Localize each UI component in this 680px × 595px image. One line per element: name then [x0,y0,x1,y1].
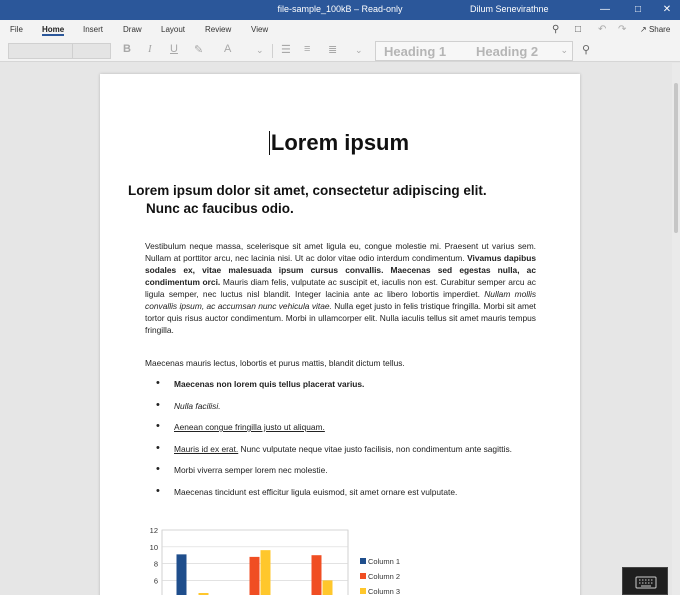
keyboard-icon[interactable] [622,567,668,595]
keyboard-glyph [623,568,669,595]
document-page[interactable] [100,74,580,595]
p1-text-3: Nulla eget justo in felis tristique fringilla. Morbi sit amet tortor quis risus auctor condimentum. Morbi in ullamcorper elit. Nulla iaculis tellus sit amet mauris tempus fringilla. [145,301,537,335]
undo-icon[interactable]: ↶ [598,24,607,35]
style-heading-1[interactable]: Heading 1 [384,44,447,59]
scroll-thumb[interactable] [674,83,678,233]
list-item[interactable] [156,487,536,498]
chevron-down-icon[interactable]: ⌄ [355,45,363,55]
find-icon[interactable]: ⚲ [582,44,591,56]
bullets-icon[interactable]: ☰ [281,44,291,56]
heading-2[interactable] [128,182,558,218]
title-bar [0,0,680,20]
font-color-icon[interactable]: A [224,43,232,55]
legend-label: Column 3 [368,587,401,595]
comment-icon[interactable]: □ [575,24,582,35]
tab-insert[interactable]: Insert [83,25,104,34]
chart-bar [177,554,187,595]
legend-swatch [360,573,366,579]
document-title[interactable]: Lorem ipsum [270,130,410,155]
font-selector[interactable] [8,43,111,59]
list-item[interactable] [156,422,536,433]
list-item-text: Nunc vulputate neque vitae justo facilisis, non condimentum ante sagittis. [238,443,512,454]
chart-bar [261,550,271,595]
list-item[interactable] [156,444,536,455]
y-tick-label: 6 [153,576,158,586]
chart-bar [312,555,322,595]
paragraph-2[interactable]: Maecenas mauris lectus, lobortis et purus mattis, blandit dictum tellus. [145,358,405,368]
list-item-text: Maecenas tincidunt est efficitur ligula euismod, sit amet ornare est vulputate. [174,486,458,497]
list-item[interactable] [156,465,536,476]
align-icon[interactable]: ≣ [328,44,338,56]
tab-view[interactable]: View [251,25,269,34]
active-tab-indicator [42,34,64,36]
y-tick-label: 10 [149,542,158,552]
chart-bar [250,557,260,595]
p1-italic: Nullam mollis convallis ipsum, ac accumsan nunc vehicula vitae. [145,289,537,311]
toolbar [0,40,680,62]
legend-label: Column 1 [368,557,401,566]
list-item-text: Nulla facilisi. [174,400,221,411]
list-item-link[interactable]: Mauris id ex erat. [174,443,239,454]
redo-icon[interactable]: ↷ [618,24,627,35]
lightbulb-icon[interactable]: ⚲ [552,24,560,35]
styles-gallery[interactable] [375,41,573,61]
share-button[interactable] [640,25,670,34]
toolbar-divider [272,44,273,58]
list-item-text: Aenean congue fringilla justo ut aliquam. [174,422,325,432]
window-title: file-sample_100kB – Read-only [277,4,403,14]
chart-bar [323,580,333,595]
numbering-icon[interactable]: ≡ [304,43,311,55]
font-size-divider [72,44,73,58]
p1-bold: Vivamus dapibus sodales ex, vitae malesuada ipsum cursus convallis. Maecenas sed egestas nulla, ac condimentum orci. [145,253,537,287]
tab-home[interactable]: Home [42,25,65,34]
chart-svg [138,522,418,595]
bullet-list [156,379,536,508]
bold-icon[interactable]: B [123,43,131,55]
list-item-text: Morbi viverra semper lorem nec molestie. [174,465,328,475]
paragraph-1[interactable] [145,240,536,336]
list-item[interactable] [156,401,536,412]
list-item-text: Maecenas non lorem quis tellus placerat varius. [174,379,365,389]
heading-line-2: Nunc ac faucibus odio. [146,201,294,216]
underline-icon[interactable]: U [170,43,178,55]
maximize-icon[interactable]: □ [634,4,642,15]
tab-draw[interactable]: Draw [123,25,142,34]
legend-swatch [360,558,366,564]
ribbon-tabs [0,20,680,40]
italic-icon[interactable]: I [148,43,152,55]
p1-text-2: Mauris diam felis, vulputate ac suscipit et, iaculis non est. Curabitur semper arcu ac ligula semper, nec luctus nisl blandit. Integer lacinia ante ac libero lobortis imperdiet. [145,277,536,299]
list-item[interactable] [156,379,536,390]
share-icon: ↗ [640,25,647,34]
highlight-icon[interactable]: ✎ [194,44,204,56]
share-label: Share [648,25,671,34]
tab-layout[interactable]: Layout [161,25,186,34]
user-name[interactable]: Dilum Senevirathne [470,4,549,14]
vertical-scrollbar[interactable] [672,63,680,595]
heading-line-1: Lorem ipsum dolor sit amet, consectetur adipiscing elit. [128,183,487,198]
legend-swatch [360,588,366,594]
y-tick-label: 12 [149,526,158,535]
tab-review[interactable]: Review [205,25,232,34]
tab-file[interactable]: File [10,25,23,34]
minimize-icon[interactable]: — [600,4,610,15]
chevron-down-icon[interactable]: ⌄ [256,45,264,55]
chevron-down-icon[interactable]: ⌄ [560,45,568,55]
style-heading-2[interactable]: Heading 2 [476,44,539,59]
legend-label: Column 2 [368,572,401,581]
y-tick-label: 8 [153,559,158,569]
close-icon[interactable]: ✕ [662,4,672,15]
bar-chart[interactable] [138,522,418,595]
p1-text: Vestibulum neque massa, scelerisque sit amet ligula eu, congue molestie mi. Praesent ut varius sem. Nullam at porttitor arcu, nec lacinia nisi. Ut ac dolor vitae odio interdum condimentum. [145,241,536,263]
